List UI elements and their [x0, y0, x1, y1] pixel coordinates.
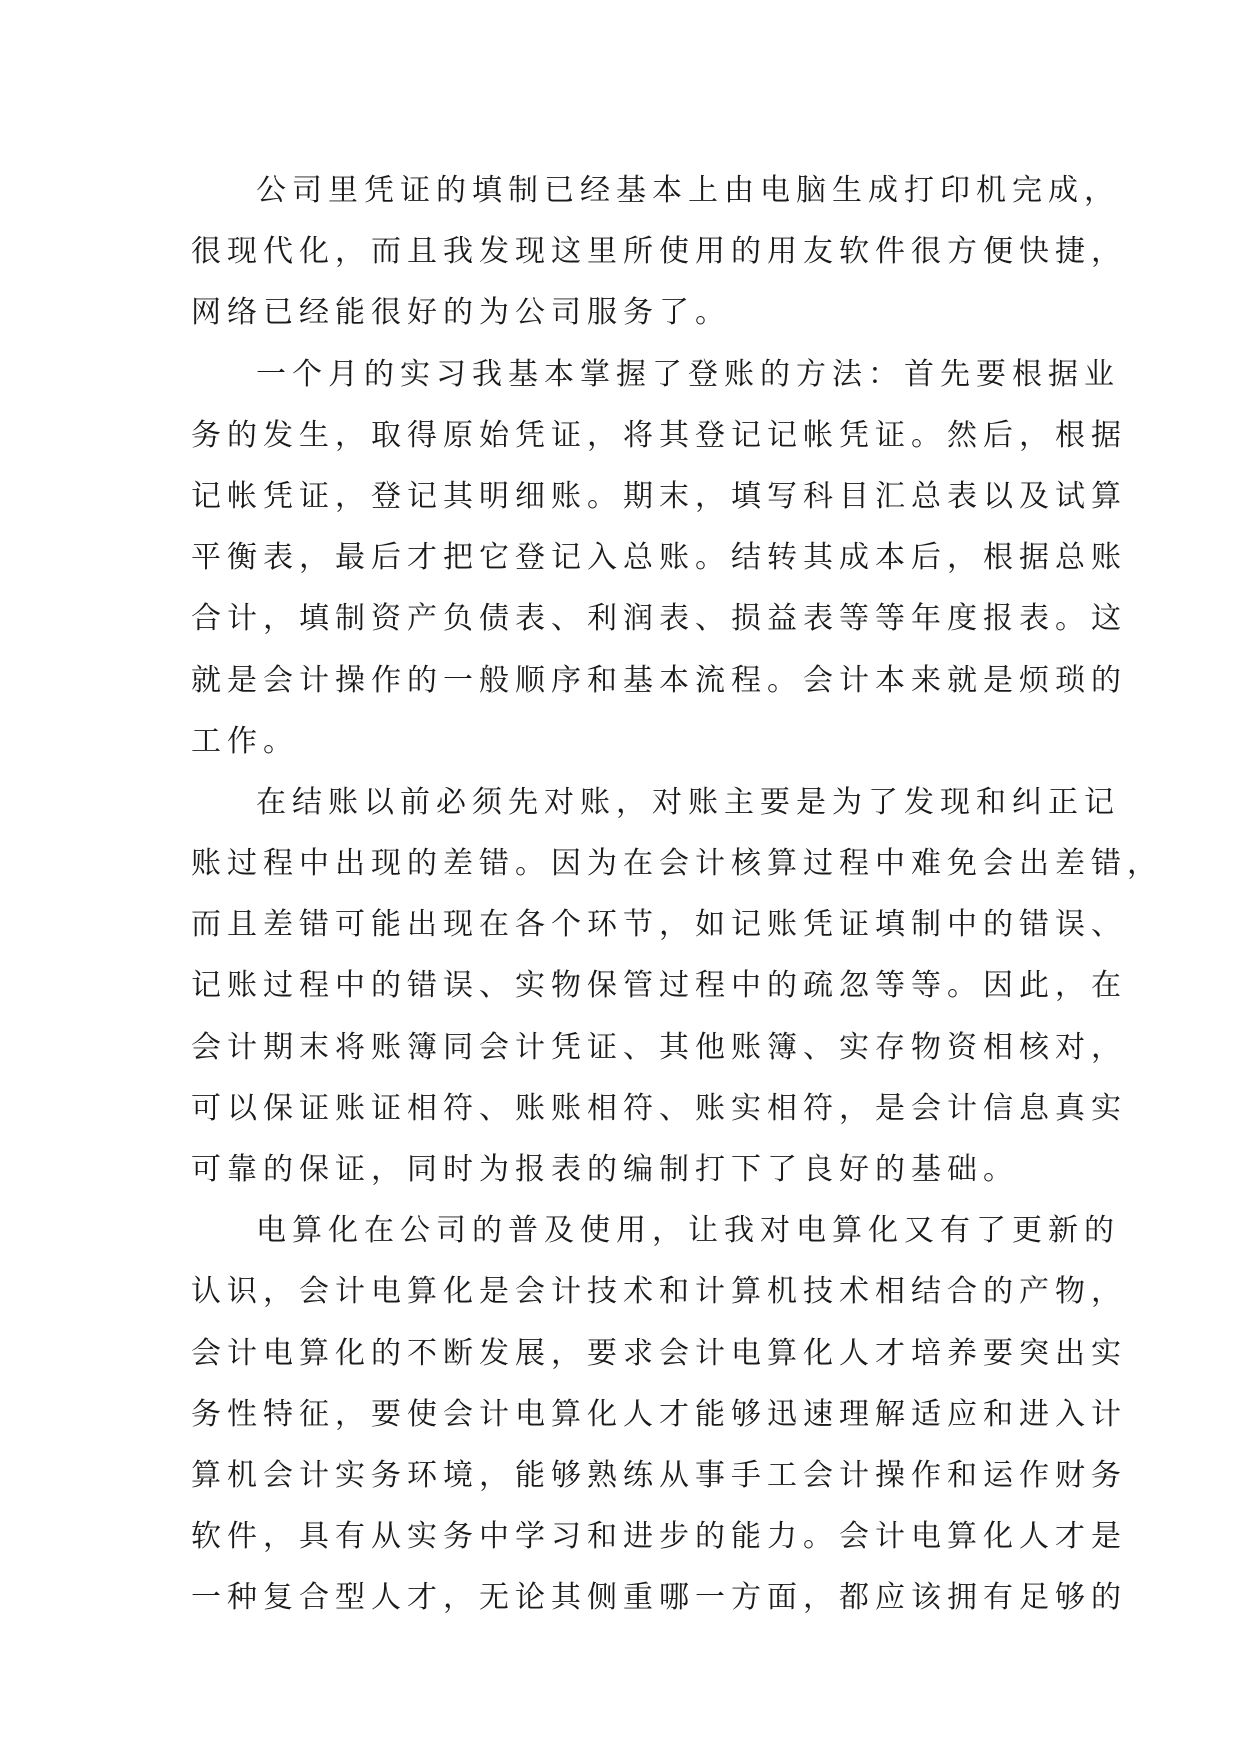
- paragraph-line: 认识，会计电算化是会计技术和计算机技术相结合的产物，: [191, 1274, 1127, 1310]
- paragraph-line: 记帐凭证，登记其明细账。期末，填写科目汇总表以及试算: [191, 478, 1127, 514]
- paragraph-line: 会计电算化的不断发展，要求会计电算化人才培养要突出实: [191, 1335, 1127, 1371]
- paragraph-line: 一种复合型人才，无论其侧重哪一方面，都应该拥有足够的: [191, 1580, 1127, 1616]
- paragraph-line: 记账过程中的错误、实物保管过程中的疏忽等等。因此，在: [191, 968, 1127, 1004]
- paragraph-line: 合计，填制资产负债表、利润表、损益表等等年度报表。这: [191, 601, 1127, 637]
- paragraph-line: 务的发生，取得原始凭证，将其登记记帐凭证。然后，根据: [191, 417, 1127, 453]
- paragraph-line: 算机会计实务环境，能够熟练从事手工会计操作和运作财务: [191, 1457, 1127, 1493]
- paragraph-line: 账过程中出现的差错。因为在会计核算过程中难免会出差错，: [191, 846, 1163, 882]
- paragraph-line: 一个月的实习我基本掌握了登账的方法：首先要根据业: [256, 356, 1120, 392]
- paragraph-line: 工作。: [191, 723, 299, 759]
- paragraph-line: 软件，具有从实务中学习和进步的能力。会计电算化人才是: [191, 1519, 1127, 1555]
- paragraph-line: 很现代化，而且我发现这里所使用的用友软件很方便快捷，: [191, 234, 1127, 270]
- paragraph-line: 而且差错可能出现在各个环节，如记账凭证填制中的错误、: [191, 907, 1127, 943]
- paragraph-line: 电算化在公司的普及使用，让我对电算化又有了更新的: [256, 1213, 1120, 1249]
- paragraph-line: 网络已经能很好的为公司服务了。: [191, 295, 731, 331]
- paragraph-line: 务性特征，要使会计电算化人才能够迅速理解适应和进入计: [191, 1396, 1127, 1432]
- paragraph-line: 在结账以前必须先对账，对账主要是为了发现和纠正记: [256, 784, 1120, 820]
- document-body: [191, 160, 1163, 1629]
- paragraph-line: 会计期末将账簿同会计凭证、其他账簿、实存物资相核对，: [191, 1029, 1127, 1065]
- paragraph-3: [191, 772, 1163, 1200]
- paragraph-line: 就是会计操作的一般顺序和基本流程。会计本来就是烦琐的: [191, 662, 1127, 698]
- paragraph-line: 平衡表，最后才把它登记入总账。结转其成本后，根据总账: [191, 540, 1127, 576]
- paragraph-line: 可以保证账证相符、账账相符、账实相符，是会计信息真实: [191, 1090, 1127, 1126]
- paragraph-line: 公司里凭证的填制已经基本上由电脑生成打印机完成，: [256, 173, 1120, 208]
- paragraph-4: [191, 1200, 1127, 1628]
- paragraph-1: [191, 160, 1127, 344]
- paragraph-line: 可靠的保证，同时为报表的编制打下了良好的基础。: [191, 1152, 1019, 1187]
- paragraph-2: [191, 344, 1127, 772]
